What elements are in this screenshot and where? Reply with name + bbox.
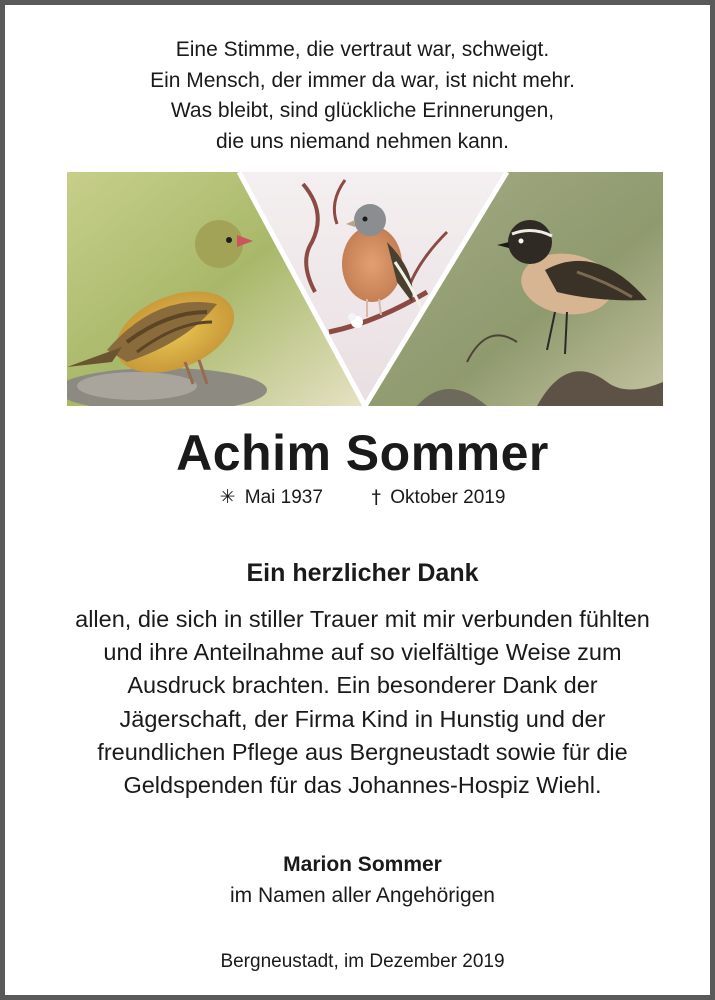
thanks-line: Jägerschaft, der Firma Kind in Hunstig und der [119, 705, 606, 732]
thanks-line: allen, die sich in stiller Trauer mit mir verbunden fühlten [75, 606, 650, 632]
poem-line: Ein Mensch, der immer da war, ist nicht mehr. [150, 68, 575, 92]
birth-date-text: Mai 1937 [244, 487, 323, 508]
place-date: Bergneustadt, im Dezember 2019 [220, 951, 505, 972]
death-date [372, 485, 506, 510]
poem [5, 35, 715, 157]
thanks-body [5, 603, 715, 802]
signer-name: Marion Sommer [283, 853, 442, 876]
death-cross-icon: † [371, 486, 381, 508]
bird-photo-collage [67, 172, 663, 406]
deceased-name: Achim Sommer [176, 425, 549, 481]
death-date-text: Oktober 2019 [390, 487, 506, 508]
thanks-line: Ausdruck brachten. Ein besonderer Dank der [127, 672, 598, 699]
birth-star-icon: ✳ [219, 486, 236, 508]
poem-line: die uns niemand nehmen kann. [215, 129, 510, 153]
signer-subtitle: im Namen aller Angehörigen [230, 884, 495, 907]
thanks-line: freundlichen Pflege aus Bergneustadt sowie für die [97, 738, 628, 765]
poem-line: Eine Stimme, die vertraut war, schweigt. [175, 38, 550, 61]
thanks-title: Ein herzlicher Dank [246, 559, 479, 587]
life-dates [5, 485, 715, 510]
thanks-line: und ihre Anteilnahme auf so vielfältige Weise zum [103, 639, 622, 666]
birth-date [220, 485, 323, 510]
poem-line: Was bleibt, sind glückliche Erinnerungen, [170, 99, 555, 122]
thanks-line: Geldspenden für das Johannes-Hospiz Wiehl. [123, 772, 602, 799]
